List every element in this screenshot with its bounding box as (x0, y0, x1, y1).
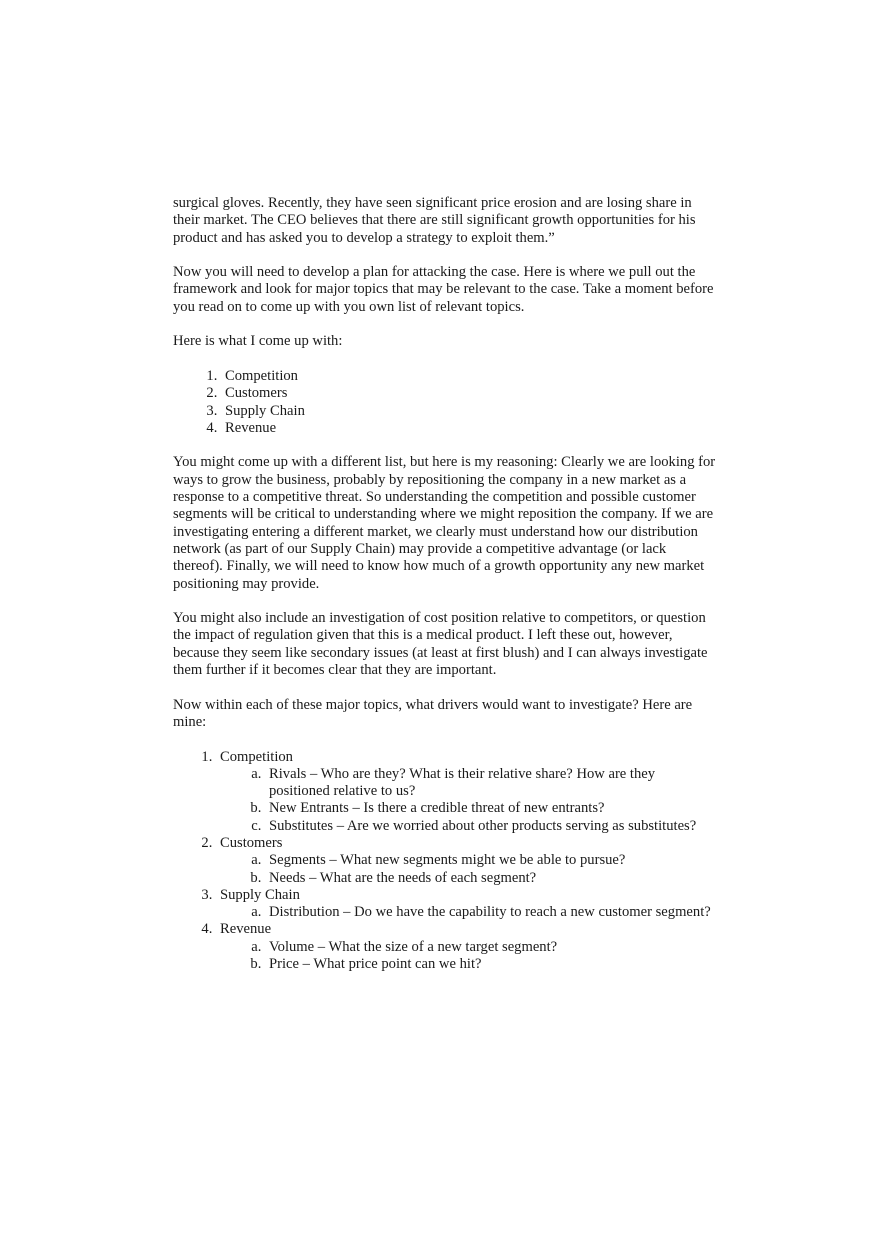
paragraph-list-intro: Here is what I come up with: (173, 333, 343, 350)
driver-topic-title: Supply Chain (220, 886, 300, 903)
list-item: 3. Supply Chain (221, 403, 718, 420)
paragraph-additional: You might also include an investigation of cost position relative to competitors, or question the impact of regulation given that this is a medical product. I left these out, however, because they seem like secondary issues (at least at first blush) and I can always investigate them further if it becomes clear that they are important. (173, 610, 708, 679)
topics-list (173, 368, 718, 437)
paragraph-intro: surgical gloves. Recently, they have seen significant price erosion and are losing share in their market. The CEO believes that there are still significant growth opportunities for his product and has asked you to develop a strategy to exploit them.” (173, 195, 696, 246)
driver-topic (216, 887, 718, 922)
driver-sublist (220, 939, 718, 974)
list-item: 2. Customers (221, 385, 718, 402)
driver-item: b. Price – What price point can we hit? (265, 956, 718, 973)
driver-item: b. Needs – What are the needs of each segment? (265, 870, 718, 887)
driver-sublist (220, 904, 718, 921)
paragraph-plan: Now you will need to develop a plan for attacking the case. Here is where we pull out the framework and look for major topics that may be relevant to the case. Take a moment before you read on to come up with you own list of relevant topics. (173, 264, 714, 315)
paragraph-drivers-intro: Now within each of these major topics, what drivers would want to investigate? Here are mine: (173, 696, 693, 730)
driver-topic-title: Customers (220, 834, 283, 851)
driver-topic (216, 921, 718, 973)
driver-topic (216, 749, 718, 835)
driver-topic-title: Competition (220, 748, 293, 765)
driver-item: b. New Entrants – Is there a credible threat of new entrants? (265, 800, 718, 817)
driver-topic (216, 835, 718, 887)
driver-topic-title: Revenue (220, 921, 272, 938)
driver-sublist (220, 852, 718, 887)
driver-item: a. Rivals – Who are they? What is their relative share? How are they positioned relative to us? (265, 766, 718, 801)
driver-sublist (220, 766, 718, 835)
paragraph-reasoning: You might come up with a different list, but here is my reasoning: Clearly we are looking for ways to grow the business, probably by repositioning the company in a new market as a response to a competitive threat. So understanding the competition and possible customer segments will be critical to understanding where we might reposition the company. If we are investigating entering a different market, we clearly must understand how our distribution network (as part of our Supply Chain) may provide a competitive advantage (or lack thereof). Finally, we will need to know how much of a growth opportunity any new market positioning may provide. (173, 454, 716, 592)
list-item: 4. Revenue (221, 420, 718, 437)
list-item: 1. Competition (221, 368, 718, 385)
driver-item: a. Distribution – Do we have the capability to reach a new customer segment? (265, 904, 718, 921)
drivers-list (173, 749, 718, 974)
driver-item: a. Segments – What new segments might we be able to pursue? (265, 852, 718, 869)
driver-item: c. Substitutes – Are we worried about other products serving as substitutes? (265, 818, 718, 835)
driver-item: a. Volume – What the size of a new target segment? (265, 939, 718, 956)
document-page (173, 195, 718, 973)
